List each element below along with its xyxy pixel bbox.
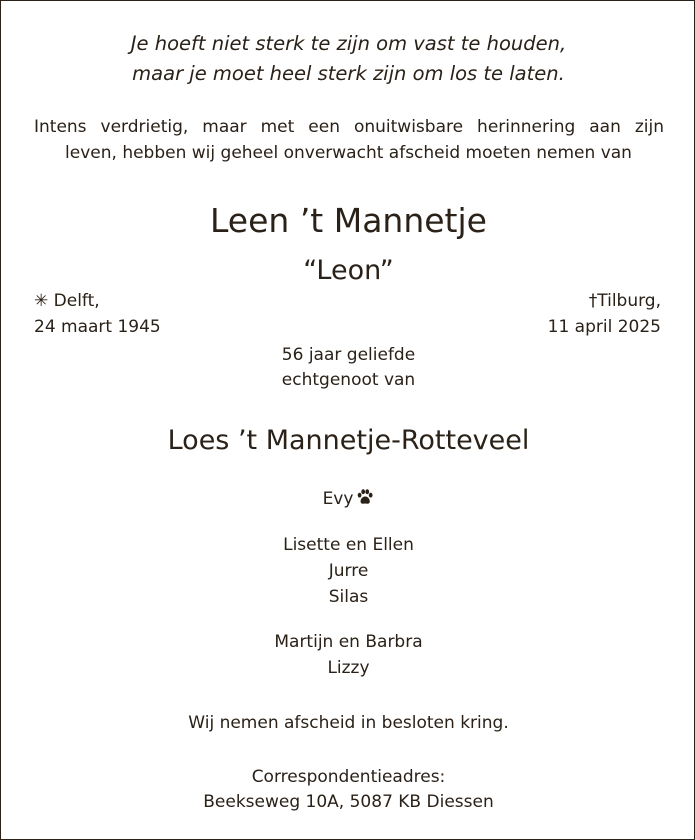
death-date: 11 april 2025 <box>547 317 661 337</box>
intro-line-2: leven, hebben wij geheel onverwacht afscheid moeten nemen van <box>65 143 632 163</box>
family1-line-2: Jurre <box>328 561 369 581</box>
death-place-line <box>589 291 661 311</box>
spouse-name: Loes ’t Mannetje-Rotteveel <box>167 425 530 456</box>
birth-star-icon: ✳ <box>34 291 49 311</box>
intro-line-1: Intens verdrietig, maar met een onuitwisbare herinnering aan zijn <box>34 117 664 137</box>
relation-line-2: echtgenoot van <box>281 370 416 390</box>
birth-place-line <box>34 291 100 311</box>
death-place: Tilburg, <box>597 291 661 311</box>
birth-date: 24 maart 1945 <box>34 317 161 337</box>
relation-line-1: 56 jaar geliefde <box>281 345 416 365</box>
paw-print-icon <box>356 488 374 506</box>
death-cross-icon: † <box>588 291 598 311</box>
family2-line-1: Martijn en Barbra <box>274 632 423 652</box>
family1-line-1: Lisette en Ellen <box>283 535 414 555</box>
deceased-name: Leen ’t Mannetje <box>210 201 487 240</box>
quote-line-1: Je hoeft niet sterk te zijn om vast te houden, <box>130 32 567 55</box>
correspondence-address: Beekseweg 10A, 5087 KB Diessen <box>203 792 494 812</box>
closing-text: Wij nemen afscheid in besloten kring. <box>188 713 509 733</box>
correspondence-label: Correspondentieadres: <box>251 767 446 787</box>
family2-line-2: Lizzy <box>327 658 370 678</box>
deceased-nickname: “Leon” <box>303 255 394 286</box>
birth-place: Delft, <box>53 291 100 311</box>
pet-name: Evy <box>322 489 354 509</box>
pet-line <box>1 488 695 509</box>
family1-line-3: Silas <box>328 587 369 607</box>
quote-line-2: maar je moet heel sterk zijn om los te laten. <box>132 62 565 85</box>
